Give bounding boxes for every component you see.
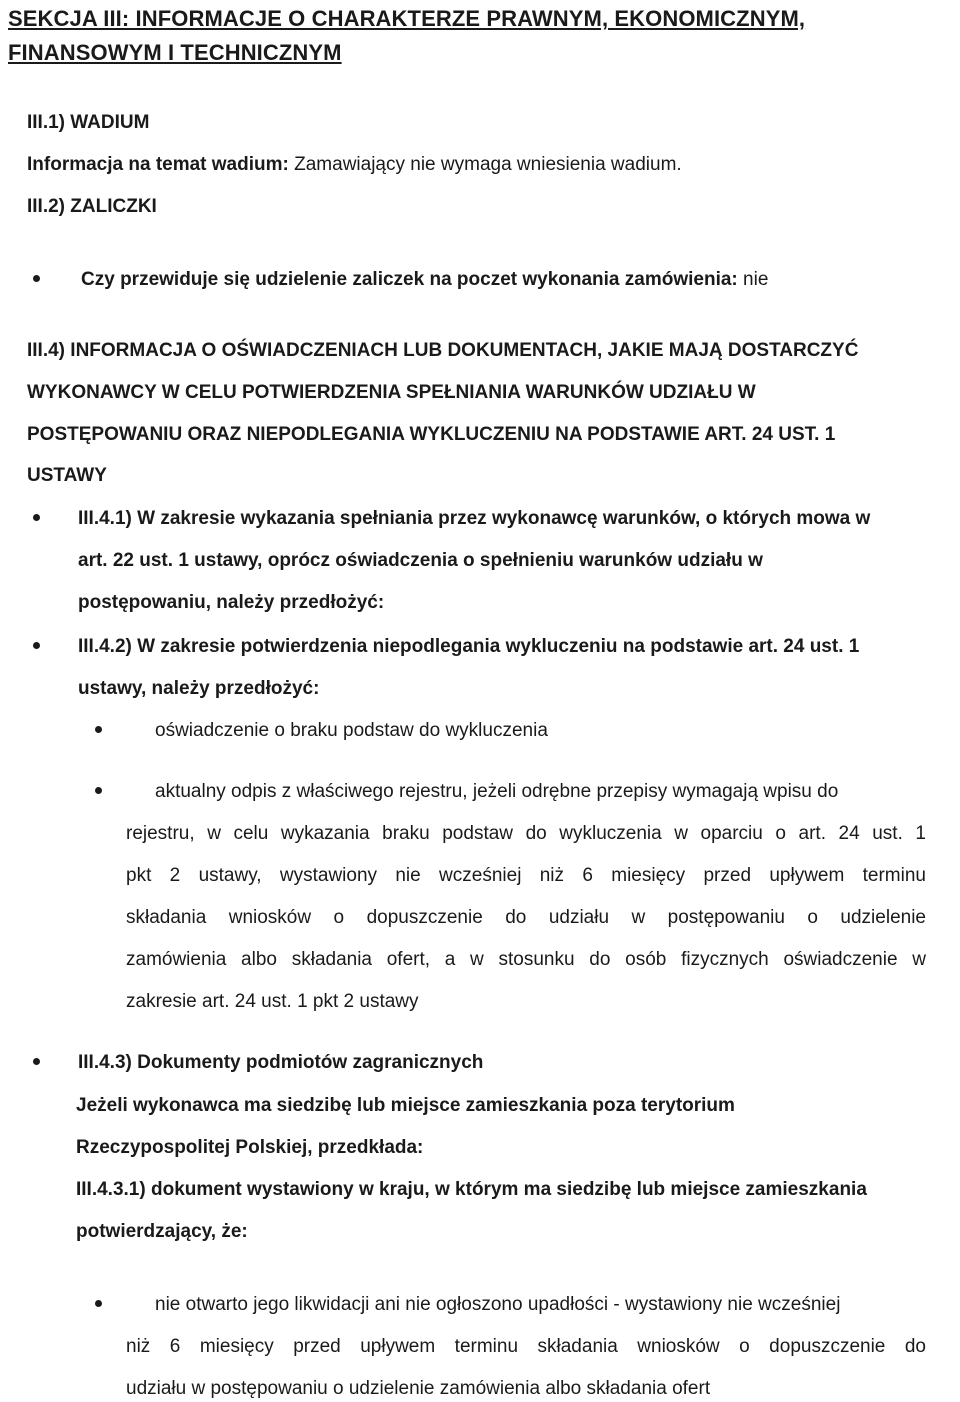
bullet-item-4-3 <box>33 1058 40 1065</box>
section-title-line-2: FINANSOWYM I TECHNICZNYM <box>8 40 342 65</box>
zaliczki-question <box>81 270 768 289</box>
sub-4-3-1-a-line-3: udziału w postępowaniu o udzielenie zamówienia albo składania ofert <box>126 1378 711 1399</box>
sub-4-2-b-line-2: rejestru, w celu wykazania braku podstaw do wykluczenia w oparciu o art. 24 ust. 1 <box>126 823 926 844</box>
oswiadczenia-heading-line-2: WYKONAWCY W CELU POTWIERDZENIA SPEŁNIANIA WARUNKÓW UDZIAŁU W <box>27 382 756 403</box>
sub-4-2-b-line-5: zamówienia albo składania ofert, a w stosunku do osób fizycznych oświadczenie w <box>126 949 926 970</box>
wadium-heading: III.1) WADIUM <box>27 112 150 133</box>
sub-4-2-b-line-4: składania wniosków o dopuszczenie do udziału w postępowaniu o udzielenie <box>126 907 926 928</box>
zaliczki-question-text: Czy przewiduje się udzielenie zaliczek na poczet wykonania zamówienia: <box>81 269 738 290</box>
bullet-item-4-1 <box>33 514 40 521</box>
item-4-1-line-1: III.4.1) W zakresie wykazania spełniania przez wykonawcę warunków, o których mowa w <box>78 508 871 529</box>
item-4-3-1-line-2: potwierdzający, że: <box>76 1221 248 1242</box>
oswiadczenia-heading-line-1: III.4) INFORMACJA O OŚWIADCZENIACH LUB DOKUMENTACH, JAKIE MAJĄ DOSTARCZYĆ <box>27 340 859 361</box>
item-4-1-line-2: art. 22 ust. 1 ustawy, oprócz oświadczenia o spełnieniu warunków udziału w <box>78 550 763 571</box>
bullet-zaliczki <box>33 275 40 282</box>
zaliczki-heading: III.2) ZALICZKI <box>27 196 157 217</box>
oswiadczenia-heading-line-3: POSTĘPOWANIU ORAZ NIEPODLEGANIA WYKLUCZENIU NA PODSTAWIE ART. 24 UST. 1 <box>27 424 836 445</box>
wadium-info <box>27 155 682 174</box>
oswiadczenia-heading-line-4: USTAWY <box>27 465 107 486</box>
item-4-3-intro-line-1: Jeżeli wykonawca ma siedzibę lub miejsce zamieszkania poza terytorium <box>76 1095 735 1116</box>
wadium-info-value: Zamawiający nie wymaga wniesienia wadium. <box>294 154 682 175</box>
bullet-item-4-2 <box>33 642 40 649</box>
zaliczki-answer: nie <box>743 269 769 290</box>
bullet-sub-4-2-a <box>95 726 102 733</box>
item-4-3-intro-line-2: Rzeczypospolitej Polskiej, przedkłada: <box>76 1137 424 1158</box>
item-4-2-line-2: ustawy, należy przedłożyć: <box>78 678 320 699</box>
sub-4-3-1-a-line-1: nie otwarto jego likwidacji ani nie ogłoszono upadłości - wystawiony nie wcześniej <box>155 1294 841 1315</box>
bullet-sub-4-2-b <box>95 787 102 794</box>
sub-4-2-a: oświadczenie o braku podstaw do wykluczenia <box>155 720 548 741</box>
item-4-2-line-1: III.4.2) W zakresie potwierdzenia niepodlegania wykluczeniu na podstawie art. 24 ust. 1 <box>78 636 860 657</box>
sub-4-2-b-line-3: pkt 2 ustawy, wystawiony nie wcześniej niż 6 miesięcy przed upływem terminu <box>126 865 926 886</box>
item-4-1-line-3: postępowaniu, należy przedłożyć: <box>78 592 385 613</box>
sub-4-2-b-line-6: zakresie art. 24 ust. 1 pkt 2 ustawy <box>126 991 419 1012</box>
sub-4-2-b-line-1: aktualny odpis z właściwego rejestru, jeżeli odrębne przepisy wymagają wpisu do <box>155 781 839 802</box>
sub-4-3-1-a-line-2: niż 6 miesięcy przed upływem terminu składania wniosków o dopuszczenie do <box>126 1336 926 1357</box>
item-4-3-1-line-1: III.4.3.1) dokument wystawiony w kraju, w którym ma siedzibę lub miejsce zamieszkania <box>76 1179 867 1200</box>
wadium-info-label: Informacja na temat wadium: <box>27 154 289 175</box>
item-4-3-heading: III.4.3) Dokumenty podmiotów zagranicznych <box>78 1052 484 1073</box>
bullet-sub-4-3-1-a <box>95 1300 102 1307</box>
section-title-line-1: SEKCJA III: INFORMACJE O CHARAKTERZE PRAWNYM, EKONOMICZNYM, <box>8 6 806 31</box>
